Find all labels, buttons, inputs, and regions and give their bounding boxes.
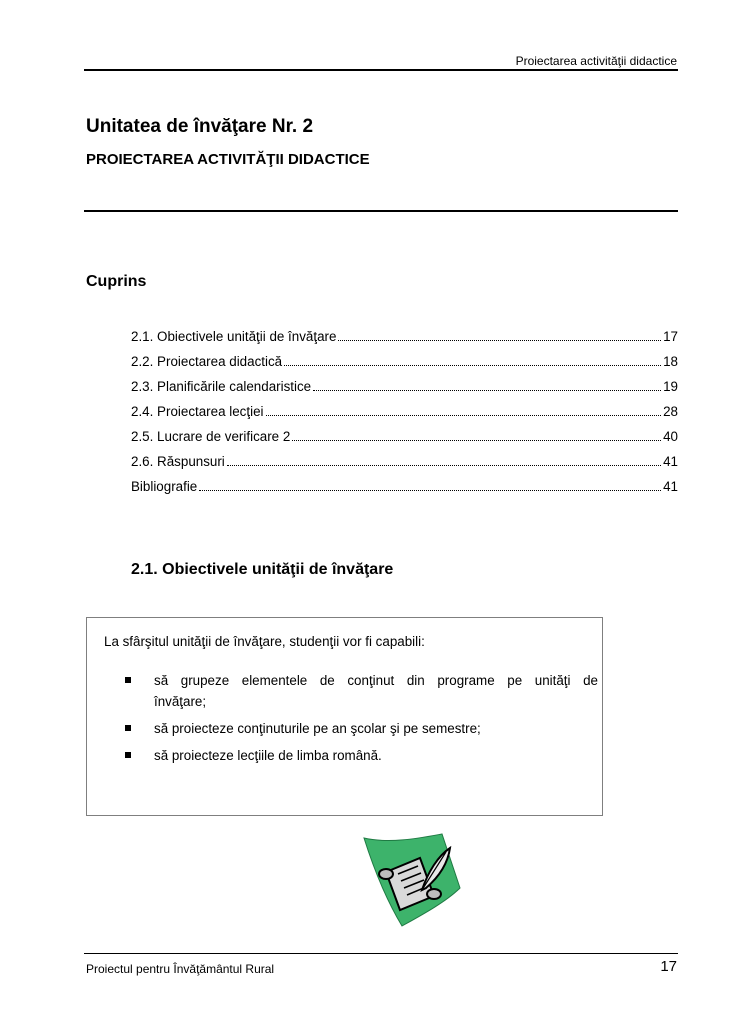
square-bullet-icon: [124, 718, 154, 739]
header-rule: [84, 69, 678, 71]
objective-item: [124, 670, 598, 712]
unit-title: Unitatea de învăţare Nr. 2: [86, 116, 314, 137]
running-header: Proiectarea activităţii didactice: [515, 54, 677, 68]
toc-entry-label: 2.5. Lucrare de verificare 2: [131, 429, 291, 444]
toc-entry-page: 41: [663, 479, 678, 494]
footer-program: Proiectul pentru Învăţământul Rural: [86, 962, 275, 976]
toc-entry-label: Bibliografie: [131, 479, 198, 494]
toc-leader: [338, 340, 661, 341]
toc-leader: [227, 465, 661, 466]
toc-entry-page: 28: [663, 404, 678, 419]
toc-entry[interactable]: [131, 404, 678, 429]
objective-text: să grupeze elementele de conţinut din programe pe unităţi de învăţare;: [154, 673, 598, 709]
toc-entry-page: 18: [663, 354, 678, 369]
toc-entry-label: 2.1. Obiectivele unităţii de învăţare: [131, 329, 337, 344]
page-number: 17: [660, 958, 677, 975]
toc-entry-label: 2.3. Planificările calendaristice: [131, 379, 312, 394]
unit-subtitle: PROIECTAREA ACTIVITĂŢII DIDACTICE: [86, 151, 370, 168]
square-bullet-icon: [124, 670, 154, 712]
objective-text: să proiecteze conţinuturile pe an şcolar şi pe semestre;: [154, 721, 481, 736]
toc-entry[interactable]: [131, 354, 678, 379]
objectives-list: [124, 670, 598, 772]
toc-entry-label: 2.2. Proiectarea didactică: [131, 354, 283, 369]
toc-entry[interactable]: [131, 479, 678, 504]
toc-leader: [292, 440, 661, 441]
toc-leader: [199, 490, 661, 491]
toc-entry-page: 41: [663, 454, 678, 469]
objective-item: [124, 745, 598, 766]
scroll-and-quill-icon: [350, 832, 470, 928]
toc-entry-page: 19: [663, 379, 678, 394]
toc-entry[interactable]: [131, 379, 678, 404]
square-bullet-icon: [124, 745, 154, 766]
toc-leader: [284, 365, 661, 366]
toc-entry[interactable]: [131, 454, 678, 479]
footer-rule: [84, 953, 678, 954]
toc-leader: [313, 390, 661, 391]
contents-heading: Cuprins: [86, 273, 147, 290]
toc-entry[interactable]: [131, 329, 678, 354]
toc-entry-label: 2.4. Proiectarea lecţiei: [131, 404, 264, 419]
toc-entry-page: 40: [663, 429, 678, 444]
title-rule: [84, 210, 678, 212]
objective-text: să proiecteze lecţiile de limba română.: [154, 748, 382, 763]
section-heading: 2.1. Obiectivele unităţii de învăţare: [131, 561, 394, 578]
toc-entry[interactable]: [131, 429, 678, 454]
objectives-intro: La sfârşitul unităţii de învăţare, studenţii vor fi capabili:: [104, 634, 425, 649]
objective-item: [124, 718, 598, 739]
toc-leader: [266, 415, 662, 416]
toc-entry-page: 17: [663, 329, 678, 344]
toc-entry-label: 2.6. Răspunsuri: [131, 454, 225, 469]
table-of-contents: [131, 329, 678, 504]
